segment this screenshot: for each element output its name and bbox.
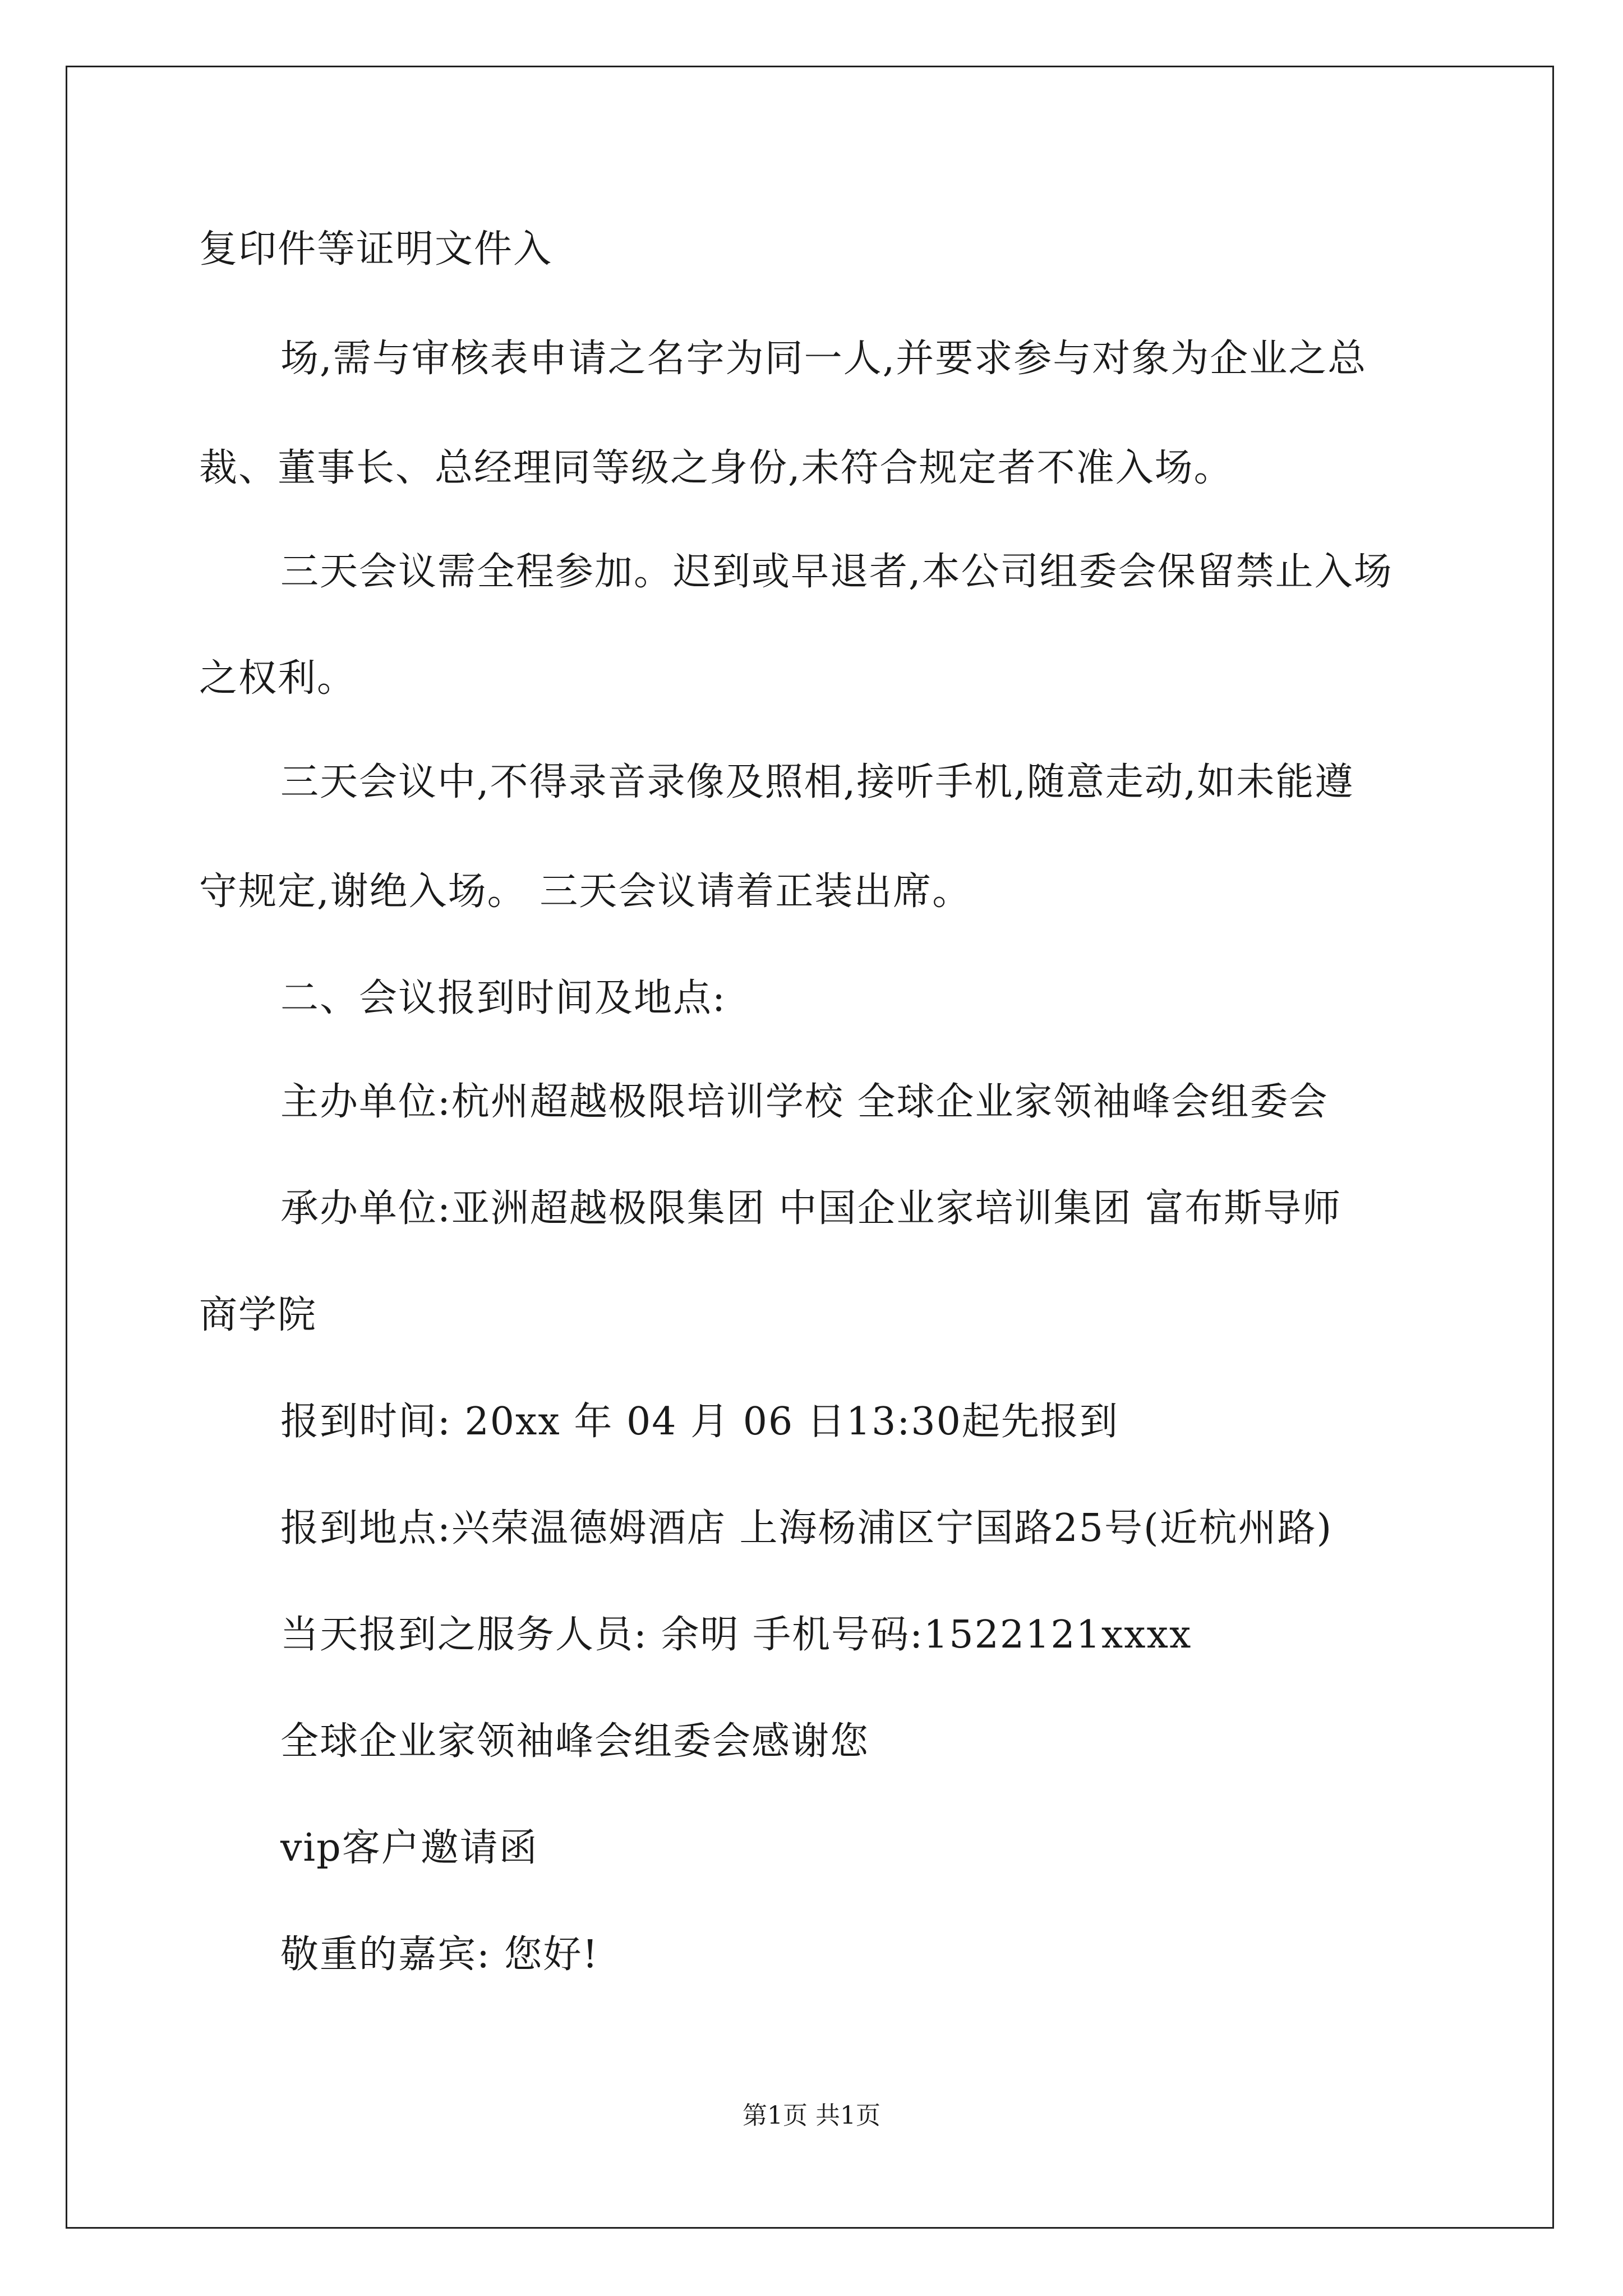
page-border xyxy=(66,66,1554,2229)
text-line: 复印件等证明文件入 xyxy=(199,227,553,272)
text-line: 三天会议需全程参加。迟到或早退者,本公司组委会保留禁止入场 xyxy=(280,550,1393,594)
text-line: vip客户邀请函 xyxy=(280,1826,538,1870)
section-heading: 二、会议报到时间及地点: xyxy=(280,976,726,1020)
text-line: 主办单位:杭州超越极限培训学校 全球企业家领袖峰会组委会 xyxy=(280,1080,1329,1124)
text-line: 报到地点:兴荣温德姆酒店 上海杨浦区宁国路25号(近杭州路) xyxy=(280,1506,1333,1550)
text-line: 三天会议中,不得录音录像及照相,接听手机,随意走动,如未能遵 xyxy=(280,760,1354,804)
text-line: 之权利。 xyxy=(199,656,357,701)
text-line: 当天报到之服务人员: 余明 手机号码:1522121xxxx xyxy=(280,1613,1192,1657)
text-line: 商学院 xyxy=(199,1293,317,1337)
page-number-footer: 第1页 共1页 xyxy=(743,2101,880,2130)
text-line: 场,需与审核表申请之名字为同一人,并要求参与对象为企业之总 xyxy=(280,337,1367,381)
text-line: 敬重的嘉宾: 您好! xyxy=(280,1932,599,1977)
text-line: 守规定,谢绝入场。 三天会议请着正装出席。 xyxy=(199,869,972,914)
text-line: 承办单位:亚洲超越极限集团 中国企业家培训集团 富布斯导师 xyxy=(280,1186,1342,1231)
text-line: 裁、董事长、总经理同等级之身份,未符合规定者不准入场。 xyxy=(199,446,1233,490)
text-line: 全球企业家领袖峰会组委会感谢您 xyxy=(280,1719,870,1764)
text-line: 报到时间: 20xx 年 04 月 06 日13:30起先报到 xyxy=(280,1400,1119,1444)
